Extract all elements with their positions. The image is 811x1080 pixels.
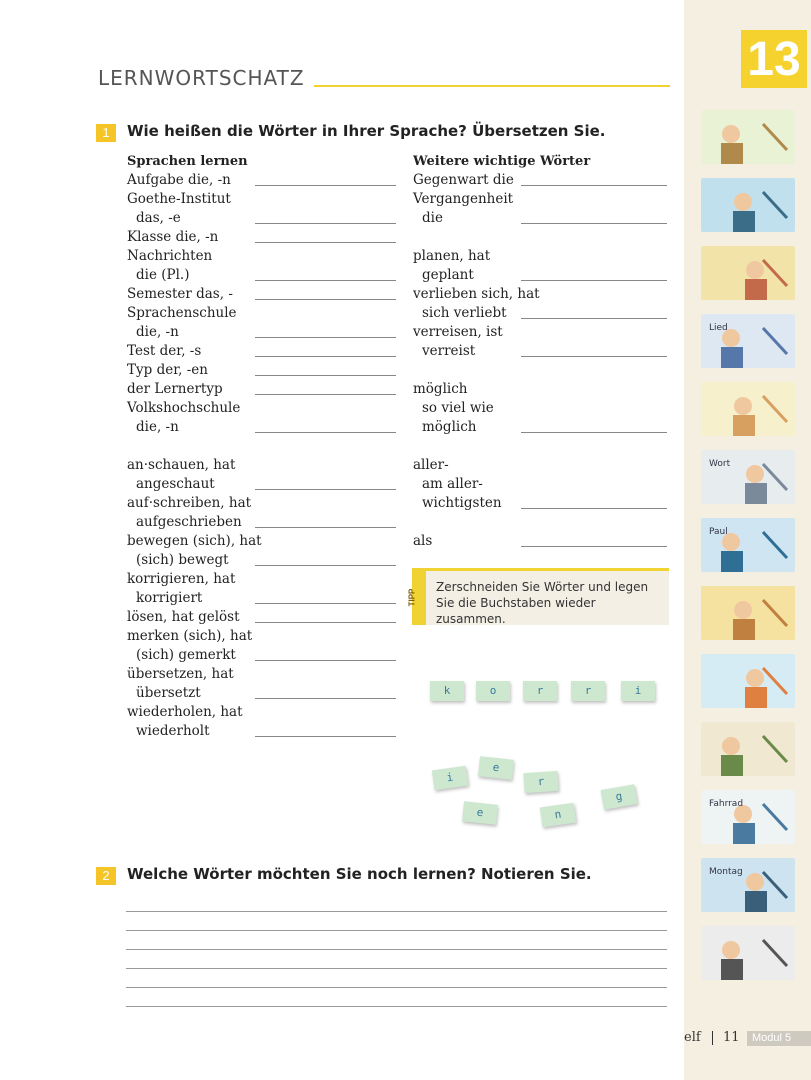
answer-line[interactable]	[521, 508, 667, 509]
thumbnail-caption: Paul	[709, 527, 728, 537]
writing-line[interactable]	[126, 930, 667, 931]
vocab-word: Vergangenheit	[413, 191, 514, 207]
tip-text: Zerschneiden Sie Wörter und legen Sie die Buchstaben wieder zusammen.	[436, 580, 649, 626]
writing-line[interactable]	[126, 987, 667, 988]
vocab-word: korrigiert	[136, 590, 203, 606]
vocab-word: Goethe-Institut	[127, 191, 231, 207]
vocab-word: an·schauen, hat	[127, 457, 236, 473]
chapter-number-badge: 13	[741, 30, 807, 88]
computer-user-icon	[701, 178, 795, 232]
text-page-icon	[701, 314, 795, 368]
answer-line[interactable]	[255, 242, 396, 243]
vocab-word: die	[422, 210, 443, 226]
answer-line[interactable]	[255, 432, 396, 433]
thinking-man-icon	[701, 586, 795, 640]
thumbnail-caption: Wort	[709, 459, 731, 469]
tip-label: TIPP	[407, 588, 417, 607]
answer-line[interactable]	[255, 489, 396, 490]
exercise-2-number: 2	[96, 867, 116, 885]
letter-tile[interactable]: n	[540, 803, 576, 828]
studying-woman-icon	[701, 654, 795, 708]
writing-pen-icon	[701, 450, 795, 504]
page-number: 11	[723, 1030, 740, 1045]
answer-line[interactable]	[255, 698, 396, 699]
vocab-word: als	[413, 533, 433, 549]
left-column-heading: Sprachen lernen	[127, 154, 248, 169]
vocab-word: auf·schreiben, hat	[127, 495, 252, 511]
vocab-word: verreist	[422, 343, 476, 359]
letter-tile[interactable]: k	[430, 681, 464, 701]
exam-paper-icon	[701, 926, 795, 980]
tip-box	[407, 568, 669, 626]
answer-line[interactable]	[255, 356, 396, 357]
phone-woman-icon	[701, 246, 795, 300]
vocab-word: übersetzt	[136, 685, 201, 701]
letter-tile[interactable]: o	[476, 681, 510, 701]
writing-hand-icon	[701, 110, 795, 164]
writing-line[interactable]	[126, 911, 667, 912]
singing-woman-icon	[701, 382, 795, 436]
answer-line[interactable]	[255, 280, 396, 281]
right-column-heading: Weitere wichtige Wörter	[413, 154, 591, 169]
thumbnail-caption: Fahrrad	[709, 799, 744, 809]
letter-tile[interactable]: e	[462, 801, 498, 824]
writing-line[interactable]	[126, 968, 667, 969]
page-number-word: elf	[684, 1030, 701, 1045]
vocab-word: Aufgabe die, -n	[127, 172, 231, 188]
vocab-word: Test der, -s	[127, 343, 202, 359]
vocab-word: korrigieren, hat	[127, 571, 236, 587]
answer-line[interactable]	[255, 299, 396, 300]
answer-line[interactable]	[255, 394, 396, 395]
footer-separator	[712, 1031, 713, 1045]
vocab-word: geplant	[422, 267, 474, 283]
letter-tile[interactable]: i	[621, 681, 655, 701]
conversation-icon	[701, 722, 795, 776]
answer-line[interactable]	[255, 603, 396, 604]
thumbnail-caption: Lied	[709, 323, 728, 333]
vocab-word: aller-	[413, 457, 449, 473]
vocab-word: lösen, hat gelöst	[127, 609, 240, 625]
answer-line[interactable]	[255, 185, 396, 186]
answer-line[interactable]	[521, 280, 667, 281]
answer-line[interactable]	[521, 223, 667, 224]
vocab-word: Nachrichten	[127, 248, 213, 264]
writing-line[interactable]	[126, 949, 667, 950]
answer-line[interactable]	[255, 622, 396, 623]
answer-line[interactable]	[521, 546, 667, 547]
vocab-word: sich verliebt	[422, 305, 507, 321]
answer-line[interactable]	[521, 185, 667, 186]
thumbnail-caption: Montag	[709, 867, 743, 877]
answer-line[interactable]	[255, 337, 396, 338]
vocab-word: die, -n	[136, 324, 179, 340]
vocab-word: die (Pl.)	[136, 267, 190, 283]
vocab-word: Klasse die, -n	[127, 229, 219, 245]
vocab-word: verlieben sich, hat	[413, 286, 540, 302]
vocab-word: Typ der, -en	[127, 362, 208, 378]
vocab-word: übersetzen, hat	[127, 666, 234, 682]
correction-icon	[701, 518, 795, 572]
vocab-word: der Lernertyp	[127, 381, 223, 397]
vocab-word: angeschaut	[136, 476, 215, 492]
vocab-word: am aller-	[422, 476, 483, 492]
letter-tile[interactable]: r	[523, 771, 558, 793]
vocab-word: wichtigsten	[422, 495, 502, 511]
vocab-word: das, -e	[136, 210, 181, 226]
letter-tile[interactable]: i	[432, 766, 468, 791]
tip-label-bar	[407, 571, 426, 625]
answer-line[interactable]	[521, 356, 667, 357]
vocab-word: bewegen (sich), hat	[127, 533, 262, 549]
vocab-word: möglich	[422, 419, 477, 435]
vocab-word: Sprachenschule	[127, 305, 237, 321]
answer-line[interactable]	[255, 375, 396, 376]
answer-line[interactable]	[521, 318, 667, 319]
answer-line[interactable]	[521, 432, 667, 433]
vocab-word: so viel wie	[422, 400, 494, 416]
letter-tile[interactable]: r	[523, 681, 557, 701]
answer-line[interactable]	[255, 565, 396, 566]
exercise-1-instruction: Wie heißen die Wörter in Ihrer Sprache? Übersetzen Sie.	[127, 122, 606, 140]
vocab-word: möglich	[413, 381, 468, 397]
vocab-word: (sich) gemerkt	[136, 647, 236, 663]
exercise-2-instruction: Welche Wörter möchten Sie noch lernen? Notieren Sie.	[127, 865, 592, 883]
bicycle-card-icon	[701, 790, 795, 844]
vocab-word: Semester das, -	[127, 286, 233, 302]
vocab-word: planen, hat	[413, 248, 491, 264]
vocab-word: wiederholen, hat	[127, 704, 243, 720]
vocab-word: merken (sich), hat	[127, 628, 253, 644]
vocab-word: verreisen, ist	[413, 324, 503, 340]
answer-line[interactable]	[255, 527, 396, 528]
speaking-man-icon	[701, 858, 795, 912]
letter-tile[interactable]: r	[571, 681, 605, 701]
page-title: LERNWORTSCHATZ	[98, 66, 305, 90]
writing-line[interactable]	[126, 1006, 667, 1007]
vocab-word: Gegenwart die	[413, 172, 514, 188]
vocab-word: Volkshochschule	[127, 400, 241, 416]
letter-tile[interactable]: e	[478, 756, 514, 779]
vocab-word: die, -n	[136, 419, 179, 435]
vocab-word: wiederholt	[136, 723, 210, 739]
letter-tile[interactable]: g	[601, 784, 638, 810]
answer-line[interactable]	[255, 660, 396, 661]
module-label: Modul 5	[747, 1031, 811, 1046]
exercise-1-number: 1	[96, 124, 116, 142]
vocab-word: aufgeschrieben	[136, 514, 242, 530]
vocab-word: (sich) bewegt	[136, 552, 229, 568]
answer-line[interactable]	[255, 736, 396, 737]
answer-line[interactable]	[255, 223, 396, 224]
title-rule	[314, 85, 670, 87]
